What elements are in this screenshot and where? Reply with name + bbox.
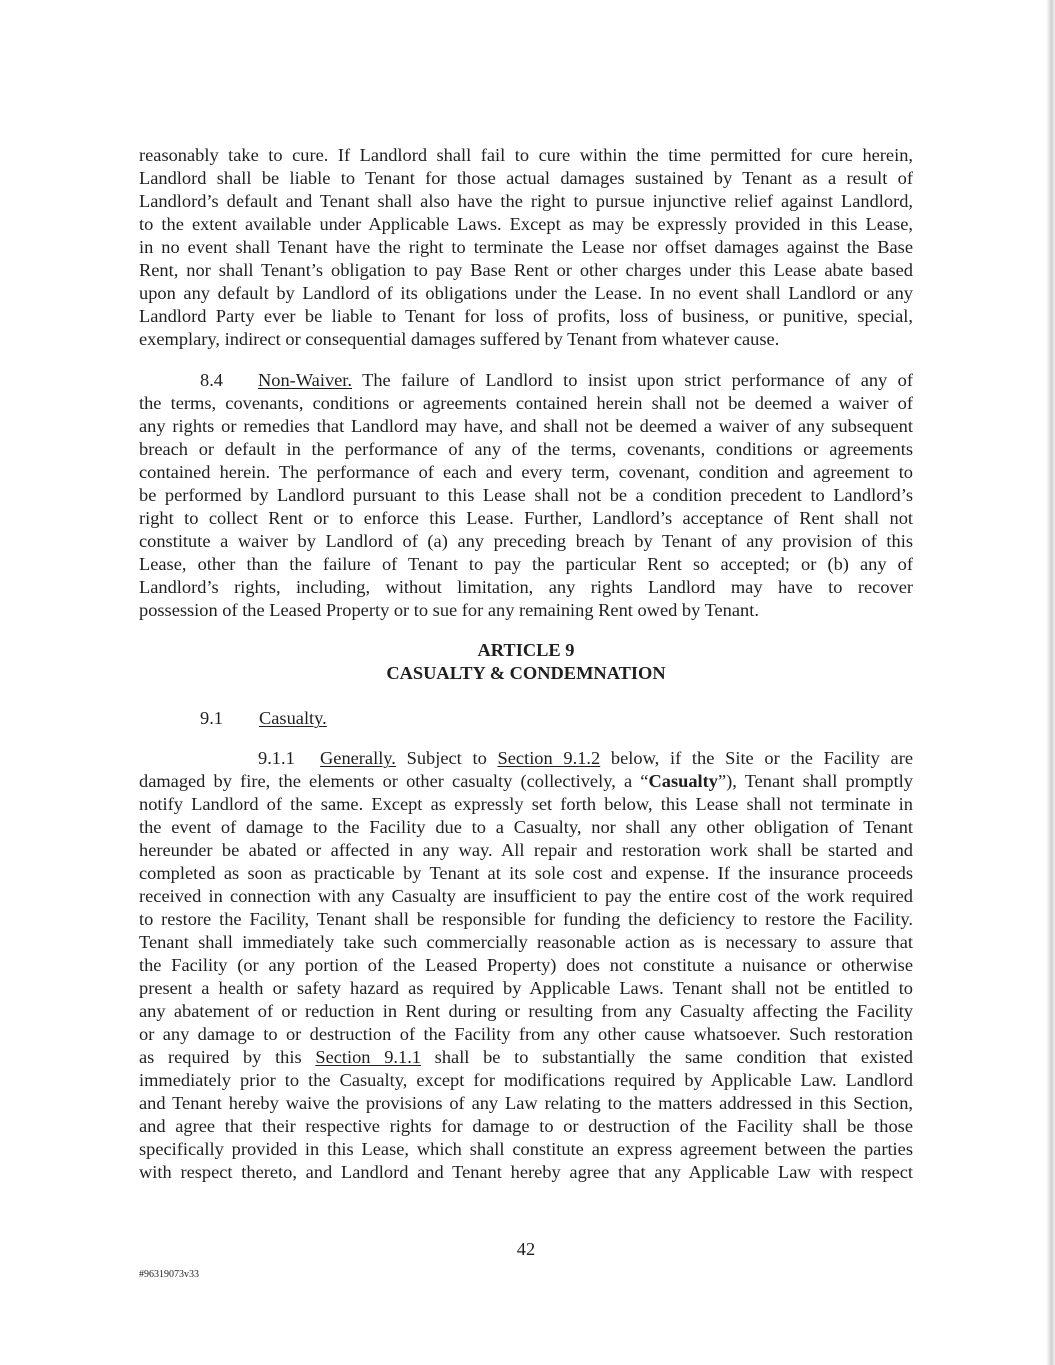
section-heading: Casualty. — [259, 708, 327, 728]
text-line: exemplary, indirect or consequential damages suffered by Tenant from whatever cause. — [139, 329, 780, 349]
text-line: to the extent available under Applicable Laws. Except as may be expressly provided in this Lease, — [139, 214, 913, 234]
text-run: Subject to — [395, 748, 498, 768]
text-line: reasonably take to cure. If Landlord shall fail to cure within the time permitted for cure herein, — [139, 145, 913, 165]
text-line: any abatement of or reduction in Rent during or resulting from any Casualty affecting the Facility — [139, 1001, 913, 1021]
page-number: 42 — [516, 1239, 536, 1259]
text-line: possession of the Leased Property or to sue for any remaining Rent owed by Tenant. — [139, 600, 759, 620]
text-line: Landlord’s rights, including, without limitation, any rights Landlord may have to recover — [139, 577, 913, 597]
text-line: to restore the Facility, Tenant shall be responsible for funding the deficiency to restore the Facility. — [139, 909, 913, 929]
text-line: be performed by Landlord pursuant to this Lease shall not be a condition precedent to Landlord’s — [139, 485, 913, 505]
text-line: received in connection with any Casualty are insufficient to pay the entire cost of the work required — [139, 886, 913, 906]
section-reference: Section 9.1.2 — [497, 748, 601, 768]
article-subtitle: CASUALTY & CONDEMNATION — [386, 663, 666, 683]
text-line: the terms, covenants, conditions or agreements contained herein shall not be deemed a waiver of — [139, 393, 913, 413]
defined-term: Casualty — [648, 771, 718, 791]
text-run: shall be to substantially the same condition that existed — [420, 1047, 913, 1067]
text-line: present a health or safety hazard as required by Applicable Laws. Tenant shall not be entitled to — [139, 978, 913, 998]
document-id: #96319073v33 — [139, 1269, 199, 1280]
text-line: Lease, other than the failure of Tenant to pay the particular Rent so accepted; or (b) any of — [139, 554, 913, 574]
text-line: any rights or remedies that Landlord may have, and shall not be deemed a waiver of any subsequent — [139, 416, 913, 436]
section-9-1-1-first-line — [139, 747, 913, 770]
text-run: damaged by fire, the elements or other casualty (collectively, a “ — [139, 771, 649, 791]
text-line: and Tenant hereby waive the provisions of any Law relating to the matters addressed in this Section, — [139, 1093, 913, 1113]
text-line: and agree that their respective rights for damage to or destruction of the Facility shall be those — [139, 1116, 913, 1136]
text-line: the event of damage to the Facility due to a Casualty, nor shall any other obligation of Tenant — [139, 817, 913, 837]
text-line: contained herein. The performance of each and every term, covenant, condition and agreement to — [139, 462, 913, 482]
text-line: Landlord shall be liable to Tenant for those actual damages sustained by Tenant as a result of — [139, 168, 913, 188]
text-line: Landlord’s default and Tenant shall also have the right to pursue injunctive relief against Landlord, — [139, 191, 913, 211]
text-line: Landlord Party ever be liable to Tenant for loss of profits, loss of business, or punitive, special, — [139, 306, 913, 326]
text-run: The failure of Landlord to insist upon strict performance of any of — [352, 370, 913, 390]
text-line: Rent, nor shall Tenant’s obligation to pay Base Rent or other charges under this Lease abate based — [139, 260, 913, 280]
section-heading: Non-Waiver. — [258, 370, 353, 390]
section-8-4-first-line — [139, 369, 913, 392]
scan-edge — [1046, 0, 1055, 1365]
text-run: as required by this — [139, 1047, 316, 1067]
text-line — [139, 770, 913, 793]
section-reference: Section 9.1.1 — [315, 1047, 421, 1067]
section-8-3-continued — [139, 144, 913, 351]
text-line: constitute a waiver by Landlord of (a) any preceding breach by Tenant of any provision of this — [139, 531, 913, 551]
text-line: notify Landlord of the same. Except as expressly set forth below, this Lease shall not terminate in — [139, 794, 913, 814]
text-run: ”), Tenant shall promptly — [717, 771, 913, 791]
article-heading — [139, 639, 913, 685]
section-8-4 — [139, 369, 913, 622]
article-title: ARTICLE 9 — [477, 640, 575, 660]
text-line: Tenant shall immediately take such commercially reasonable action as is necessary to assure that — [139, 932, 913, 952]
text-line: in no event shall Tenant have the right to terminate the Lease nor offset damages against the Base — [139, 237, 913, 257]
text-line: completed as soon as practicable by Tenant at its sole cost and expense. If the insurance proceeds — [139, 863, 913, 883]
text-line: with respect thereto, and Landlord and Tenant hereby agree that any Applicable Law with respect — [139, 1162, 913, 1182]
text-line: breach or default in the performance of any of the terms, covenants, conditions or agreements — [139, 439, 913, 459]
text-line: specifically provided in this Lease, which shall constitute an express agreement between the parties — [139, 1139, 913, 1159]
text-line: hereunder be abated or affected in any way. All repair and restoration work shall be started and — [139, 840, 913, 860]
text-line: or any damage to or destruction of the Facility from any other cause whatsoever. Such restoration — [139, 1024, 913, 1044]
section-number: 9.1.1 — [258, 748, 295, 768]
text-line: immediately prior to the Casualty, except for modifications required by Applicable Law. Landlord — [139, 1070, 913, 1090]
section-number: 8.4 — [200, 370, 223, 390]
section-9-1-heading-line — [139, 707, 913, 730]
section-9-1-1 — [139, 747, 913, 1184]
section-9-1 — [139, 707, 913, 730]
section-number: 9.1 — [200, 708, 223, 728]
text-line — [139, 1046, 913, 1069]
text-run: below, if the Site or the Facility are — [600, 748, 914, 768]
text-line: right to collect Rent or to enforce this Lease. Further, Landlord’s acceptance of Rent shall not — [139, 508, 913, 528]
text-line: upon any default by Landlord of its obligations under the Lease. In no event shall Landlord or any — [139, 283, 913, 303]
section-heading: Generally. — [320, 748, 396, 768]
text-line: the Facility (or any portion of the Leased Property) does not constitute a nuisance or otherwise — [139, 955, 913, 975]
